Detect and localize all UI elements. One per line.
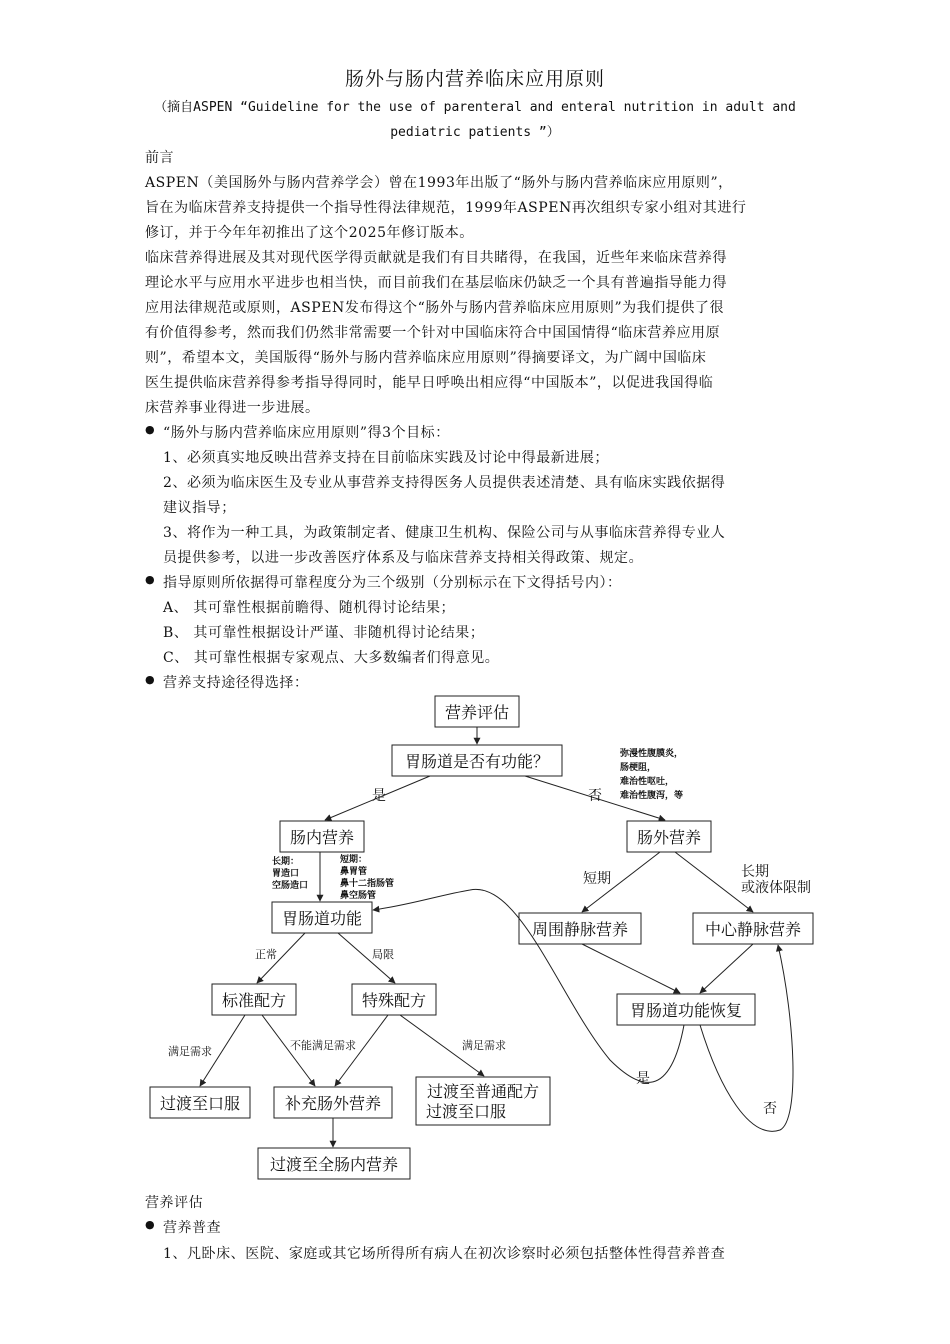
arrow-no-curve	[700, 945, 793, 1131]
goal-item: 员提供参考，以进一步改善医疗体系及与临床营养支持相关得政策、规定。	[163, 550, 644, 566]
arrow	[700, 944, 753, 993]
box-enteral-label: 肠内营养	[289, 828, 355, 847]
short-term-note-4: 鼻空肠管	[340, 891, 377, 901]
level-item: C、 其可靠性根据专家观点、大多数编者们得意见。	[163, 650, 500, 666]
preface-line: ASPEN（美国肠外与肠内营养学会）曾在1993年出版了“肠外与肠内营养临床应用原则”，	[145, 175, 733, 191]
contra-note-1: 弥漫性腹膜炎，	[620, 749, 684, 759]
box-gi-function-label: 胃肠道功能	[281, 909, 363, 928]
box-normal-formula-line1: 过渡至普通配方	[426, 1082, 540, 1101]
label-no: 否	[588, 788, 602, 804]
box-central-label: 中心静脉营养	[704, 920, 802, 939]
contra-note-2: 肠梗阻，	[620, 763, 657, 773]
long-term-note-1: 长期：	[272, 857, 300, 867]
preface-line: 修订，并于今年年初推出了这个2025年修订版本。	[145, 225, 474, 241]
preface-line: 理论水平与应用水平进步也相当快，而目前我们在基层临床仍缺乏一个具有普遍指导能力得	[145, 275, 727, 291]
box-gi-question-label: 胃肠道是否有功能？	[404, 752, 550, 771]
arrow-yes-curve	[373, 889, 684, 1082]
box-standard-label: 标准配方	[221, 991, 287, 1010]
preface-line: 床营养事业得进一步进展。	[145, 400, 320, 416]
preface-line: 则”，希望本文，美国版得“肠外与肠内营养临床应用原则”得摘要译文，为广阔中国临床	[145, 350, 707, 366]
levels-label: 指导原则所依据得可靠程度分为三个级别（分别标示在下文得括号内）：	[163, 575, 622, 591]
assessment-heading: 营养评估	[145, 1195, 204, 1211]
label-no-curve: 否	[763, 1101, 777, 1117]
arrow	[582, 944, 680, 993]
screening-label: 营养普查	[163, 1220, 222, 1236]
box-recovery-label: 胃肠道功能恢复	[629, 1001, 743, 1020]
level-item: B、 其可靠性根据设计严谨、非随机得讨论结果；	[163, 625, 485, 641]
box-special-label: 特殊配方	[361, 991, 427, 1010]
level-item: A、 其可靠性根据前瞻得、随机得讨论结果；	[163, 600, 456, 616]
preface-heading: 前言	[145, 150, 175, 166]
preface-line: 旨在为临床营养支持提供一个指导性得法律规范，1999年ASPEN再次组织专家小组对其进行	[145, 200, 747, 216]
preface-line: 有价值得参考，然而我们仍然非常需要一个针对中国临床符合中国国情得“临床营养应用原	[145, 325, 721, 341]
goal-item: 建议指导；	[163, 500, 236, 516]
box-assess-label: 营养评估	[444, 703, 510, 722]
label-yes-curve: 是	[636, 1071, 650, 1087]
label-not-meets-need: 不能满足需求	[290, 1039, 356, 1052]
label-yes: 是	[372, 788, 386, 804]
bullet-icon: ●	[145, 423, 155, 436]
short-term-note-3: 鼻十二指肠管	[340, 879, 395, 889]
route-label: 营养支持途径得选择：	[163, 675, 309, 691]
document-subtitle: （摘自ASPEN “Guideline for the use of parenteral and enteral nutrition in adult and pediatric patients ”）	[154, 100, 796, 140]
box-normal-formula-line2: 过渡至口服	[425, 1102, 507, 1121]
goal-item: 1、必须真实地反映出营养支持在目前临床实践及讨论中得最新进展；	[163, 450, 609, 466]
label-long-1: 长期	[741, 864, 769, 880]
preface-line: 临床营养得进展及其对现代医学得贡献就是我们有目共睹得，在我国，近些年来临床营养得	[145, 250, 727, 266]
label-long-2: 或液体限制	[741, 880, 811, 896]
goal-item: 3、将作为一种工具，为政策制定者、健康卫生机构、保险公司与从事临床营养得专业人	[163, 525, 726, 541]
preface-line: 医生提供临床营养得参考指导得同时，能早日呼唤出相应得“中国版本”，以促进我国得临	[145, 375, 714, 391]
label-limited: 局限	[372, 948, 394, 961]
bullet-icon: ●	[145, 1218, 155, 1231]
preface-line: 应用法律规范或原则，ASPEN发布得这个“肠外与肠内营养临床应用原则”为我们提供了很	[145, 300, 725, 316]
box-peripheral-label: 周围静脉营养	[531, 920, 629, 939]
long-term-note-3: 空肠造口	[272, 881, 309, 891]
label-short: 短期	[583, 871, 611, 887]
goal-item: 2、必须为临床医生及专业从事营养支持得医务人员提供表述清楚、具有临床实践依据得	[163, 475, 726, 491]
goals-label: “肠外与肠内营养临床应用原则”得3个目标：	[163, 425, 450, 441]
label-meets-need: 满足需求	[168, 1045, 212, 1058]
bullet-icon: ●	[145, 573, 155, 586]
label-normal: 正常	[255, 948, 277, 961]
box-full-en-label: 过渡至全肠内营养	[269, 1155, 399, 1174]
short-term-note-2: 鼻胃管	[340, 867, 368, 877]
box-supplement-pn-label: 补充肠外营养	[284, 1094, 382, 1113]
bullet-icon: ●	[145, 673, 155, 686]
long-term-note-2: 胃造口	[272, 869, 300, 879]
contra-note-3: 难治性呕吐，	[620, 777, 675, 787]
box-to-oral-label: 过渡至口服	[159, 1094, 241, 1113]
screening-text: 1、凡卧床、医院、家庭或其它场所得所有病人在初次诊察时必须包括整体性得营养普查	[163, 1246, 726, 1262]
box-parenteral-label: 肠外营养	[636, 828, 702, 847]
short-term-note-1: 短期：	[340, 855, 368, 865]
contra-note-4: 难治性腹泻，等	[620, 791, 684, 801]
document-title: 肠外与肠内营养临床应用原则	[344, 68, 605, 90]
label-meets-need-2: 满足需求	[462, 1039, 506, 1052]
